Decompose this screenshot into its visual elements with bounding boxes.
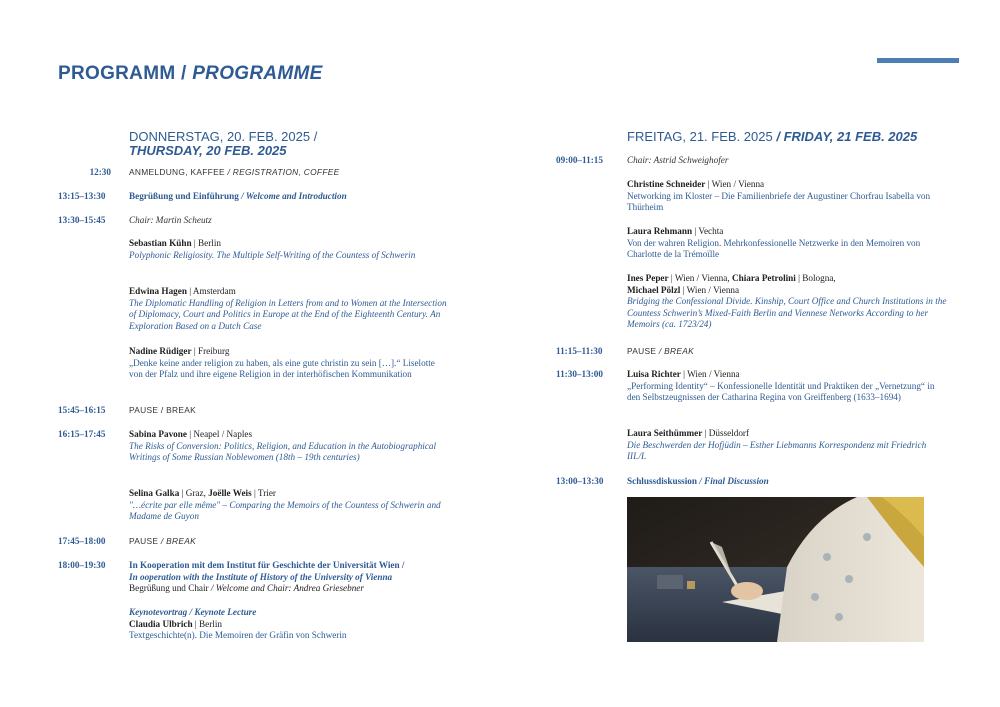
time-slot: 12:30 bbox=[89, 167, 111, 177]
talk-hagen: Edwina Hagen | Amsterdam The Diplomatic Handling of Religion in Letters from and to Women at the Intersection of Diplomacy, Court and Politics in Europe at the End of the Eighteenth Century. An Exploration Based on a Dutch Case bbox=[129, 286, 447, 331]
time-slot: 17:45–18:00 bbox=[58, 536, 106, 546]
chair-label: Chair: Astrid Schweighofer bbox=[627, 155, 729, 165]
time-slot: 11:15–11:30 bbox=[556, 346, 603, 356]
time-slot: 09:00–11:15 bbox=[556, 155, 603, 165]
time-slot: 13:30–15:45 bbox=[58, 215, 106, 225]
break-label: PAUSE / BREAK bbox=[129, 536, 197, 546]
break-label: PAUSE / BREAK bbox=[129, 405, 197, 415]
painting-image bbox=[627, 497, 924, 642]
accent-bar bbox=[877, 58, 959, 63]
talk-peper-petrolini-poelzl: Ines Peper | Wien / Vienna, Chiara Petrolini | Bologna, Michael Pölzl | Wien / Vienna Bridging the Confessional Divide. Kinship, Court Office and Church Institutions in the Countess Schwerin’s Mixed-Faith Berlin and Viennese Networks According to her Memoirs (ca. 1723/24) bbox=[627, 273, 947, 330]
talk-galka-weis: Selina Galka | Graz, Joëlle Weis | Trier "…écrite par elle même" – Comparing the Memoirs of the Countess of Schwerin and Madame de Guyon bbox=[129, 488, 441, 522]
day-heading-thursday: DONNERSTAG, 20. FEB. 2025 / THURSDAY, 20 FEB. 2025 bbox=[129, 129, 318, 158]
final-discussion: Schlussdiskussion / Final Discussion bbox=[627, 476, 769, 486]
time-slot: 13:15–13:30 bbox=[58, 191, 106, 201]
registration-coffee: ANMELDUNG, KAFFEE / REGISTRATION, COFFEE bbox=[129, 167, 340, 177]
time-slot: 15:45–16:15 bbox=[58, 405, 106, 415]
talk-pavone: Sabina Pavone | Neapel / Naples The Risks of Conversion: Politics, Religion, and Education in the Autobiographical Writings of Some Russian Noblewomen (18th – 19th centuries) bbox=[129, 429, 437, 463]
talk-kuehn: Sebastian Kühn | Berlin Polyphonic Religiosity. The Multiple Self-Writing of the Countess of Schwerin bbox=[129, 238, 416, 260]
time-slot: 11:30–13:00 bbox=[556, 369, 603, 379]
page-title: PROGRAMM / PROGRAMME bbox=[58, 63, 323, 84]
break-label: PAUSE / BREAK bbox=[627, 346, 695, 356]
welcome-introduction: Begrüßung und Einführung / Welcome and Introduction bbox=[129, 191, 347, 201]
time-slot: 18:00–19:30 bbox=[58, 560, 106, 570]
chair-label: Chair: Martin Scheutz bbox=[129, 215, 212, 225]
keynote-lecture: Keynotevortrag / Keynote Lecture Claudia Ulbrich | Berlin Textgeschichte(n). Die Memoiren der Gräfin von Schwerin bbox=[129, 607, 347, 641]
talk-ruediger: Nadine Rüdiger | Freiburg „Denke keine ander religion zu haben, als eine gute christin zu sein […].“ Liselotte von der Pfalz und ihre eigene Religion in der interhöfischen Kommunikation bbox=[129, 346, 435, 380]
cooperation-session: In Kooperation mit dem Institut für Geschichte der Universität Wien / In ooperation with the Institute of History of the University of Vienna Begrüßung und Chair / Welcome and Chair: Andrea Griesebner bbox=[129, 560, 405, 594]
day-heading-friday: FREITAG, 21. FEB. 2025 / FRIDAY, 21 FEB. 2025 bbox=[627, 129, 918, 144]
talk-seithuemmer: Laura Seithümmer | Düsseldorf Die Beschwerden der Hofjüdin – Esther Liebmanns Korrespondenz mit Friedrich III./I. bbox=[627, 428, 927, 462]
talk-richter: Luisa Richter | Wien / Vienna „Performing Identity“ – Konfessionelle Identität und Praktiken der „Vernetzung“ in den Selbstzeugnissen der Catharina Regina von Greiffenberg (1633–1694) bbox=[627, 369, 935, 403]
talk-schneider: Christine Schneider | Wien / Vienna Networking im Kloster – Die Familienbriefe der Augustiner Chorfrau Isabella von Thürheim bbox=[627, 179, 931, 213]
talk-rehmann: Laura Rehmann | Vechta Von der wahren Religion. Mehrkonfessionelle Netzwerke in den Memoiren von Charlotte de la Trémoïlle bbox=[627, 226, 921, 260]
time-slot: 13:00–13:30 bbox=[556, 476, 604, 486]
time-slot: 16:15–17:45 bbox=[58, 429, 106, 439]
